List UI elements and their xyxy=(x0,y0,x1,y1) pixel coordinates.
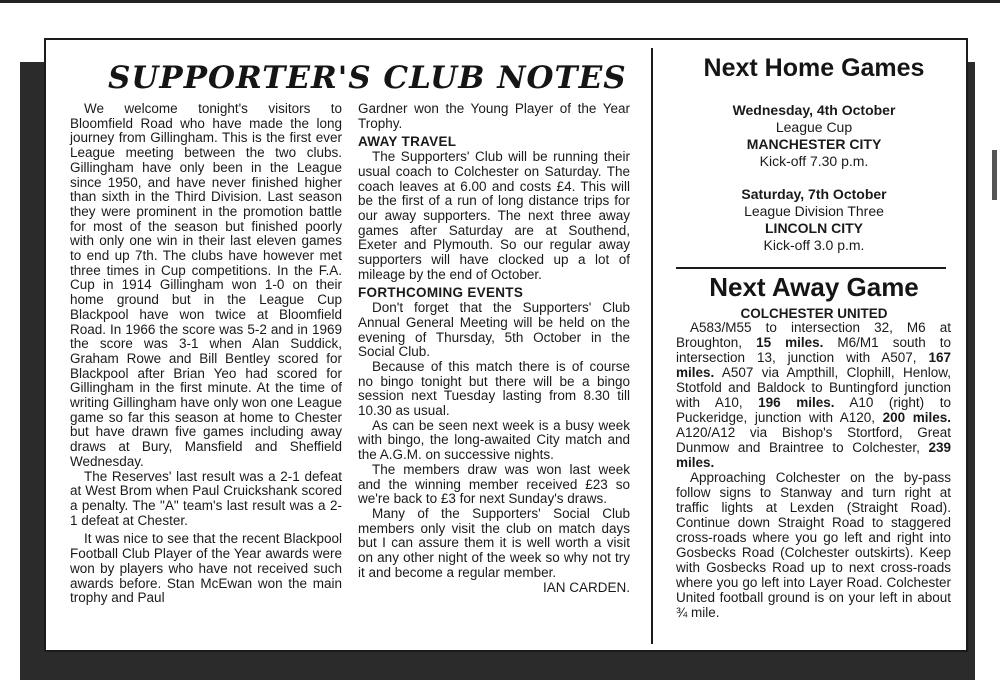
route-segment: A507 via Ampthill, Clophill, Henlow, Stotfold and Baldock to Buntingford junction with A10, xyxy=(676,365,951,410)
social-club-paragraph xyxy=(358,505,630,595)
notes-column-1 xyxy=(70,102,342,606)
home-fixture xyxy=(664,102,964,170)
notes-column-2 xyxy=(358,102,630,595)
awards-paragraph: It was nice to see that the recent Blackpool Football Club Player of the Year awards were won by players who have not received such awards before. Stan McEwan won the main trophy and Paul xyxy=(70,531,342,606)
fixture-kickoff: Kick-off 3.0 p.m. xyxy=(763,237,865,253)
approach-paragraph: Approaching Colchester on the by-pass follow signs to Stanway and turn right at traffic lights at Lexden (Straight Road). Continue down Straight Road to staggered cross-roads where you go left and right into Gosbecks Road (Colchester outskirts). Keep with Gosbecks Road up to next cross-roads where you go left into Layer Road. Colchester United football ground is on your left in about ¾ mile. xyxy=(676,470,951,620)
away-opponent: COLCHESTER UNITED xyxy=(740,306,888,321)
author-signature: IAN CARDEN. xyxy=(542,579,630,595)
next-home-heading: Next Home Games xyxy=(703,54,925,82)
bingo-paragraph: Because of this match there is of course no bingo tonight but there will be a bingo session next Tuesday lasting from 8.30 till 10.30 as usual. xyxy=(358,358,630,419)
fixture-competition: League Cup xyxy=(775,119,853,135)
section-divider xyxy=(676,267,946,269)
intro-paragraph: We welcome tonight's visitors to Bloomfield Road who have made the long journey from Gillingham. This is the first ever League meeting between the two clubs. Gillingham have only been in the League since 1950, and have never finished higher than sixth in the Third Division. Last season they were prominent in the promotion battle for most of the season but finished poorly with only one win in their last eleven games to end up 7th. The clubs have however met three times in Cup competitions. In the F.A. Cup in 1914 Gillingham won 1-0 on their home ground but in the League Cup Blackpool have won twice at Bloomfield Road. In 1966 the score was 5-2 and in 1969 the score was 3-1 when Alan Suddick, Graham Rowe and Bill Bentley scored for Blackpool after Brian Yeo had scored for Gillingham in the first minute. At the time of writing Gillingham have only won one League game so far this season at home to Chester but have drawn five games including away draws at Bury, Mansfield and Sheffield Wednesday. xyxy=(70,101,342,469)
route-segment: A120/A12 via Bishop's Stortford, Great Dunmow and Braintree to Colchester, xyxy=(676,425,951,455)
route-mileage: 15 miles. xyxy=(756,335,824,350)
route-mileage: 167 miles. xyxy=(676,350,951,380)
fixture-date: Wednesday, 4th October xyxy=(732,102,896,118)
busy-week-paragraph: As can be seen next week is a busy week with bingo, the long-awaited City match and the A.G.M. on successive nights. xyxy=(358,417,630,463)
members-draw-paragraph: The members draw was won last week and the winning member received £23 so we're back to £3 for next Sunday's draws. xyxy=(358,461,630,507)
route-segment: A583/M55 to intersection 32, M6 at Broughton, xyxy=(676,320,951,350)
programme-page xyxy=(44,38,968,652)
next-away-heading: Next Away Game xyxy=(709,272,919,302)
reserves-paragraph: The Reserves' last result was a 2-1 defeat at West Brom when Paul Cruickshank scored a penalty. The "A" team's last result was a 2-1 defeat at Chester. xyxy=(70,468,342,528)
fixture-opponent: LINCOLN CITY xyxy=(765,220,863,236)
route-mileage: 200 miles. xyxy=(882,410,952,425)
agm-paragraph: Don't forget that the Supporters' Club Annual General Meeting will be held on the evening of Thursday, 5th October in the Social Club. xyxy=(358,300,630,360)
route-paragraph xyxy=(676,320,951,470)
awards-continuation: Gardner won the Young Player of the Year Trophy. xyxy=(358,101,630,131)
scan-edge-mark xyxy=(992,150,997,200)
fixture-competition: League Division Three xyxy=(744,203,884,219)
route-segment: A10 (right) to Puckeridge, junction with A120, xyxy=(676,395,951,425)
home-fixture xyxy=(664,186,964,254)
fixture-opponent: MANCHESTER CITY xyxy=(746,136,882,152)
away-travel-text: The Supporters' Club will be running their usual coach to Colchester on Saturday. The coach leaves at 6.00 and costs £4. This will be the first of a run of long distance trips for our away supporters. The next three away games after Saturday are at Southend, Exeter and Plymouth. So our regular away supporters will have clocked up a lot of mileage by the end of October. xyxy=(358,149,630,282)
fixture-date: Saturday, 7th October xyxy=(741,186,887,202)
column-divider xyxy=(651,48,653,644)
forthcoming-heading: FORTHCOMING EVENTS xyxy=(358,285,524,301)
fixture-kickoff: Kick-off 7.30 p.m. xyxy=(759,153,869,169)
page-title: SUPPORTER'S CLUB NOTES xyxy=(108,60,627,96)
away-travel-heading: AWAY TRAVEL xyxy=(358,134,457,150)
social-club-text: Many of the Supporters' Social Club members only visit the club on match days but I can assure them it is well worth a visit on any other night of the week so why not try it and become a regular member. xyxy=(358,505,630,580)
route-mileage: 239 miles. xyxy=(676,440,951,470)
route-segment: M6/M1 south to intersection 13, junction with A507, xyxy=(676,335,951,365)
route-mileage: 196 miles. xyxy=(758,395,835,410)
travel-directions xyxy=(676,320,951,620)
top-edge-line xyxy=(0,0,1000,3)
